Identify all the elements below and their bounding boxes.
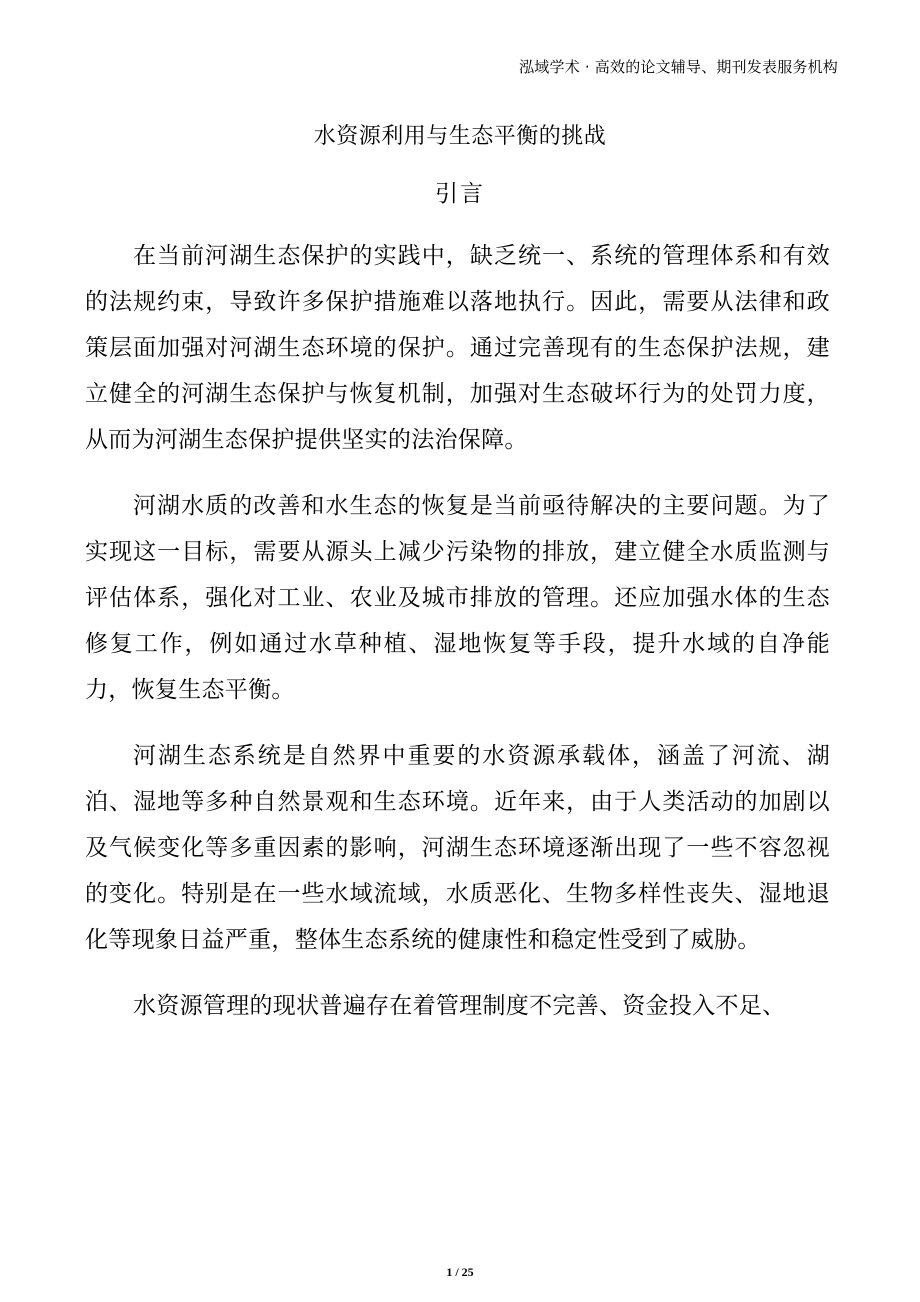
paragraph-1: 在当前河湖生态保护的实践中，缺乏统一、系统的管理体系和有效的法规约束，导致许多保护措施难以落地执行。因此，需要从法律和政策层面加强对河湖生态环境的保护。通过完善现有的生态保护法规，建立健全的河湖生态保护与恢复机制，加强对生态破坏行为的处罚力度，从而为河湖生态保护提供坚实的法治保障。: [85, 243, 830, 453]
paragraph-2: 河湖水质的改善和水生态的恢复是当前亟待解决的主要问题。为了实现这一目标，需要从源头上减少污染物的排放，建立健全水质监测与评估体系，强化对工业、农业及城市排放的管理。还应加强水体的生态修复工作，例如通过水草种植、湿地恢复等手段，提升水域的自净能力，恢复生态平衡。: [85, 493, 830, 703]
section-heading: 引言: [435, 181, 485, 207]
body-text: [85, 233, 830, 1049]
paragraph-3: 河湖生态系统是自然界中重要的水资源承载体，涵盖了河流、湖泊、湿地等多种自然景观和生态环境。近年来，由于人类活动的加剧以及气候变化等多重因素的影响，河湖生态环境逐渐出现了一些不容忽视的变化。特别是在一些水域流域，水质恶化、生物多样性丧失、湿地退化等现象日益严重，整体生态系统的健康性和稳定性受到了威胁。: [85, 743, 830, 953]
paragraph-4: 水资源管理的现状普遍存在着管理制度不完善、资金投入不足、: [133, 993, 786, 1019]
page-header: 泓域学术 · 高效的论文辅导、期刊发表服务机构: [519, 58, 838, 76]
document-title: 水资源利用与生态平衡的挑战: [313, 124, 607, 149]
page-number: 1 / 25: [446, 1265, 474, 1279]
